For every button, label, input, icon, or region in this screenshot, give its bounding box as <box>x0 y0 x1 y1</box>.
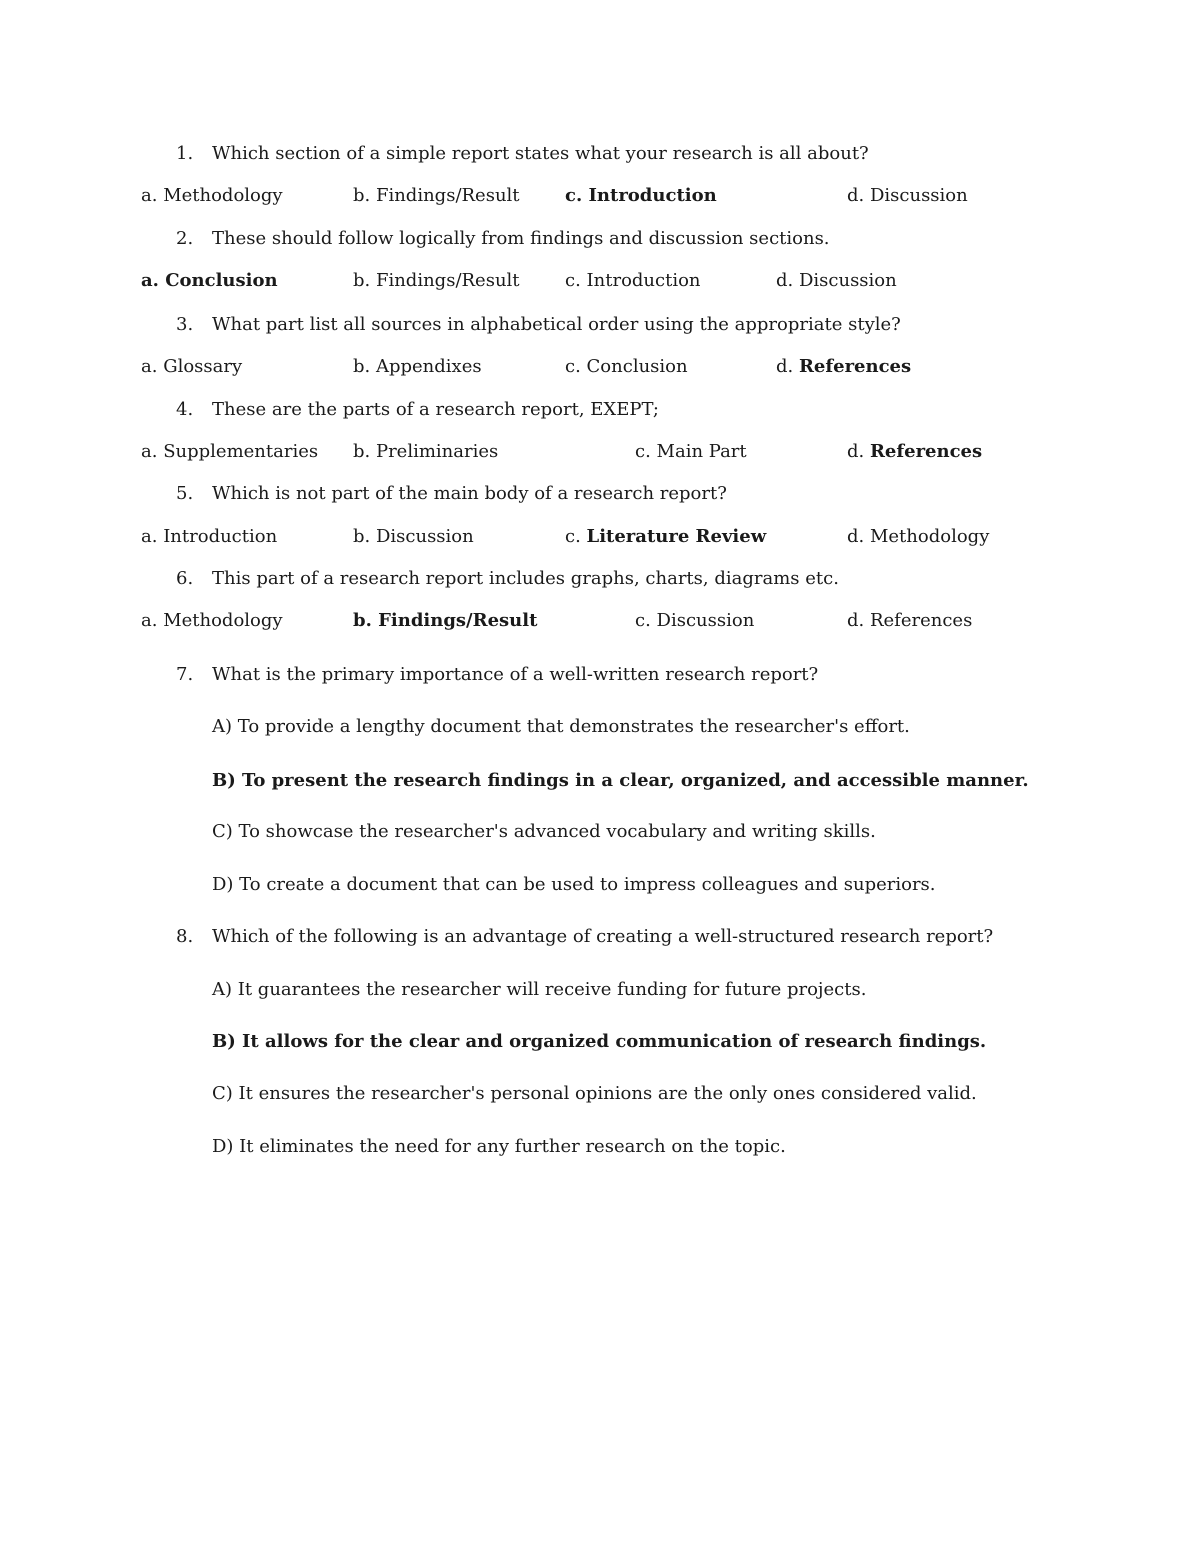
question-number: 7. <box>176 664 194 685</box>
option-a: a. Methodology <box>141 610 283 631</box>
question-7 <box>176 664 818 686</box>
option-c: c. Discussion <box>635 610 755 631</box>
option-a: a. Supplementaries <box>141 441 319 462</box>
question-6-options <box>0 610 1200 632</box>
option-d: d. Methodology <box>847 526 990 547</box>
question-5 <box>176 483 727 505</box>
question-number: 5. <box>176 483 194 504</box>
question-text: This part of a research report includes graphs, charts, diagrams etc. <box>212 568 839 589</box>
question-text: Which is not part of the main body of a research report? <box>212 483 727 504</box>
question-1-options <box>0 185 1200 207</box>
question-number: 3. <box>176 314 194 335</box>
option-c: c. Main Part <box>635 441 747 462</box>
choice-c: C) It ensures the researcher's personal opinions are the only ones considered valid. <box>212 1083 977 1104</box>
option-d-answer: d. References <box>776 356 912 377</box>
option-d-answer: d. References <box>847 441 983 462</box>
option-c: c. Introduction <box>565 270 701 291</box>
question-number: 6. <box>176 568 194 589</box>
choice-a: A) To provide a lengthy document that demonstrates the researcher's effort. <box>212 716 910 737</box>
question-4-options <box>0 441 1200 463</box>
option-b: b. Preliminaries <box>353 441 499 462</box>
question-5-options <box>0 526 1200 548</box>
option-d: d. Discussion <box>847 185 968 206</box>
question-text: Which section of a simple report states what your research is all about? <box>212 143 869 164</box>
question-3-options <box>0 356 1200 378</box>
option-d: d. References <box>847 610 973 631</box>
choice-d: D) To create a document that can be used to impress colleagues and superiors. <box>212 874 936 895</box>
question-4 <box>176 399 659 421</box>
question-8 <box>176 926 993 948</box>
question-number: 4. <box>176 399 194 420</box>
option-b: b. Findings/Result <box>353 185 520 206</box>
question-2-options <box>0 270 1200 292</box>
choice-a: A) It guarantees the researcher will receive funding for future projects. <box>212 979 867 1000</box>
question-6 <box>176 568 839 590</box>
choice-c: C) To showcase the researcher's advanced vocabulary and writing skills. <box>212 821 876 842</box>
option-a: a. Glossary <box>141 356 243 377</box>
question-text: What part list all sources in alphabetical order using the appropriate style? <box>212 314 901 335</box>
choice-b-answer: B) To present the research findings in a clear, organized, and accessible manner. <box>212 770 1029 791</box>
option-a: a. Methodology <box>141 185 283 206</box>
question-text: What is the primary importance of a well-written research report? <box>212 664 819 685</box>
option-d: d. Discussion <box>776 270 897 291</box>
question-text: These should follow logically from findings and discussion sections. <box>212 228 830 249</box>
option-a: a. Introduction <box>141 526 278 547</box>
option-b: b. Findings/Result <box>353 270 520 291</box>
question-text: Which of the following is an advantage of creating a well-structured research report? <box>212 926 994 947</box>
question-3 <box>176 314 901 336</box>
choice-b-answer: B) It allows for the clear and organized communication of research findings. <box>212 1031 987 1052</box>
option-c: c. Conclusion <box>565 356 688 377</box>
question-2 <box>176 228 830 250</box>
question-text: These are the parts of a research report, EXEPT; <box>212 399 659 420</box>
question-number: 8. <box>176 926 194 947</box>
option-a-answer: a. Conclusion <box>141 270 278 291</box>
question-1 <box>176 143 869 165</box>
question-number: 2. <box>176 228 194 249</box>
option-c-answer: c. Introduction <box>565 185 717 206</box>
choice-d: D) It eliminates the need for any further research on the topic. <box>212 1136 786 1157</box>
option-b-answer: b. Findings/Result <box>353 610 538 631</box>
option-b: b. Appendixes <box>353 356 482 377</box>
question-number: 1. <box>176 143 194 164</box>
option-c-answer: c. Literature Review <box>565 526 767 547</box>
option-b: b. Discussion <box>353 526 474 547</box>
